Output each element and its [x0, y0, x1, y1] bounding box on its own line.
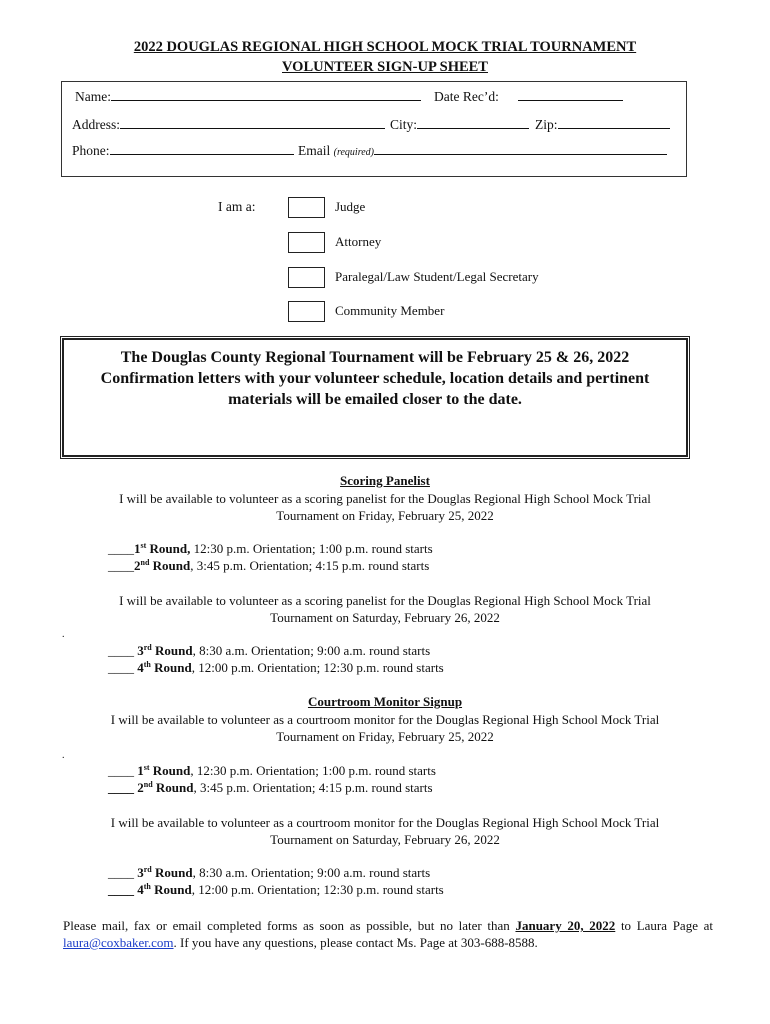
contact-email-link[interactable]: laura@coxbaker.com: [63, 935, 174, 950]
stray-mark: .: [62, 750, 65, 761]
notice-line-2: Confirmation letters with your volunteer schedule, location details and pertinent: [100, 370, 650, 387]
monitor-friday-line-2: Tournament on Friday, February 25, 2022: [276, 729, 494, 744]
form-subtitle: VOLUNTEER SIGN-UP SHEET: [282, 59, 488, 75]
scoring-friday-description: [60, 490, 710, 524]
city-field[interactable]: [417, 116, 529, 129]
round-blank[interactable]: ____: [108, 643, 138, 658]
submission-instructions: [63, 917, 713, 951]
round-number: 3: [137, 865, 144, 880]
notice-line-3: materials will be emailed closer to the date.: [228, 391, 522, 408]
round-ordinal: nd: [143, 780, 153, 789]
scoring-panelist-heading: Scoring Panelist: [340, 473, 430, 488]
round-number: 1: [137, 763, 144, 778]
instructions-text-b: to Laura Page at: [615, 918, 714, 933]
monitor-friday-description: [60, 711, 710, 745]
judge-label: Judge: [335, 199, 366, 214]
community-member-checkbox[interactable]: [288, 301, 325, 322]
phone-field[interactable]: [110, 142, 294, 155]
monitor-saturday-line-1: I will be available to volunteer as a courtroom monitor for the Douglas Regional High School Mock Trial: [110, 815, 660, 830]
name-field[interactable]: [111, 88, 421, 101]
name-row: [75, 88, 421, 105]
round-label: Round: [152, 763, 191, 778]
date-received-field[interactable]: [518, 88, 623, 101]
scoring-saturday-description: [60, 592, 710, 626]
round-label: Round: [155, 643, 193, 658]
zip-label: Zip:: [535, 117, 558, 132]
tournament-notice-box: [60, 336, 690, 459]
round-ordinal: st: [140, 541, 147, 550]
monitor-round-3[interactable]: [108, 865, 430, 881]
scoring-friday-line-1: I will be available to volunteer as a scoring panelist for the Douglas Regional High School Mock Trial: [119, 491, 651, 506]
city-label: City:: [390, 117, 418, 132]
round-detail: , 8:30 a.m. Orientation; 9:00 a.m. round starts: [192, 643, 431, 658]
stray-mark: .: [62, 629, 65, 640]
round-number: 4: [137, 882, 144, 897]
paralegal-checkbox[interactable]: [288, 267, 325, 288]
scoring-saturday-line-2: Tournament on Saturday, February 26, 2022: [270, 610, 500, 625]
round-number: 2: [137, 780, 144, 795]
attorney-label: Attorney: [335, 234, 382, 249]
round-ordinal: th: [143, 882, 151, 891]
round-number: 2: [134, 558, 141, 573]
scoring-round-4[interactable]: [108, 660, 444, 676]
round-detail: , 12:30 p.m. Orientation; 1:00 p.m. round starts: [190, 763, 436, 778]
round-number: 4: [137, 660, 144, 675]
round-blank[interactable]: ____: [108, 865, 138, 880]
round-number: 3: [137, 643, 144, 658]
address-field[interactable]: [120, 116, 385, 129]
round-blank[interactable]: ____: [108, 780, 138, 795]
monitor-saturday-description: [60, 814, 710, 848]
instructions-text-a: Please mail, fax or email completed forms as soon as possible, but no later than: [63, 918, 516, 933]
email-row: [298, 142, 667, 159]
paralegal-label: Paralegal/Law Student/Legal Secretary: [335, 269, 539, 284]
scoring-round-3[interactable]: [108, 643, 430, 659]
city-row: [390, 116, 529, 133]
scoring-round-2[interactable]: [108, 558, 429, 574]
email-label: Email: [298, 143, 331, 158]
notice-line-1: The Douglas County Regional Tournament will be February 25 & 26, 2022: [120, 349, 630, 366]
round-blank[interactable]: ____: [108, 763, 138, 778]
round-number: 1: [134, 541, 141, 556]
name-label: Name:: [75, 89, 111, 104]
deadline-date: January 20, 2022: [515, 918, 616, 933]
monitor-saturday-line-2: Tournament on Saturday, February 26, 2022: [270, 832, 500, 847]
zip-row: [535, 116, 670, 133]
date-received-label: Date Rec’d:: [434, 89, 499, 104]
monitor-round-4[interactable]: [108, 882, 444, 898]
round-detail: , 12:00 p.m. Orientation; 12:30 p.m. round starts: [191, 882, 444, 897]
round-detail: , 3:45 p.m. Orientation; 4:15 p.m. round starts: [190, 558, 430, 573]
scoring-saturday-line-1: I will be available to volunteer as a scoring panelist for the Douglas Regional High School Mock Trial: [119, 593, 651, 608]
round-detail: , 8:30 a.m. Orientation; 9:00 a.m. round starts: [192, 865, 431, 880]
tournament-notice-text: [63, 347, 687, 410]
round-ordinal: rd: [143, 643, 152, 652]
email-field[interactable]: [374, 142, 667, 155]
community-member-label: Community Member: [335, 303, 445, 318]
email-required-note: (required): [333, 147, 374, 158]
attorney-checkbox[interactable]: [288, 232, 325, 253]
round-label: Round: [152, 558, 191, 573]
round-detail: , 12:00 p.m. Orientation; 12:30 p.m. round starts: [191, 660, 444, 675]
round-ordinal: nd: [140, 558, 150, 567]
round-blank[interactable]: ____: [108, 660, 138, 675]
round-blank[interactable]: ____: [108, 882, 138, 897]
round-label: Round: [155, 865, 193, 880]
round-ordinal: rd: [143, 865, 152, 874]
zip-field[interactable]: [558, 116, 670, 129]
round-ordinal: th: [143, 660, 151, 669]
scoring-friday-line-2: Tournament on Friday, February 25, 2022: [276, 508, 494, 523]
round-detail: , 3:45 p.m. Orientation; 4:15 p.m. round starts: [193, 780, 433, 795]
monitor-round-2[interactable]: [108, 780, 433, 796]
round-ordinal: st: [143, 763, 150, 772]
phone-row: [72, 142, 294, 159]
round-detail: 12:30 p.m. Orientation; 1:00 p.m. round starts: [190, 541, 433, 556]
round-label: Round: [155, 780, 194, 795]
date-received-row: [434, 88, 623, 105]
address-label: Address:: [72, 117, 120, 132]
instructions-text-c: . If you have any questions, please contact Ms. Page at 303-688-8588.: [173, 935, 538, 950]
round-label: Round: [154, 660, 192, 675]
address-row: [72, 116, 385, 133]
round-blank[interactable]: ____: [108, 541, 134, 556]
monitor-round-1[interactable]: [108, 763, 436, 779]
round-label: Round,: [149, 541, 191, 556]
judge-checkbox[interactable]: [288, 197, 325, 218]
scoring-round-1[interactable]: [108, 541, 433, 557]
form-title: 2022 DOUGLAS REGIONAL HIGH SCHOOL MOCK TRIAL TOURNAMENT: [133, 39, 637, 55]
phone-label: Phone:: [72, 143, 110, 158]
role-prompt: I am a:: [218, 199, 256, 214]
round-label: Round: [154, 882, 192, 897]
round-blank[interactable]: ____: [108, 558, 134, 573]
courtroom-monitor-heading: Courtroom Monitor Signup: [307, 694, 463, 709]
monitor-friday-line-1: I will be available to volunteer as a courtroom monitor for the Douglas Regional High School Mock Trial: [110, 712, 660, 727]
